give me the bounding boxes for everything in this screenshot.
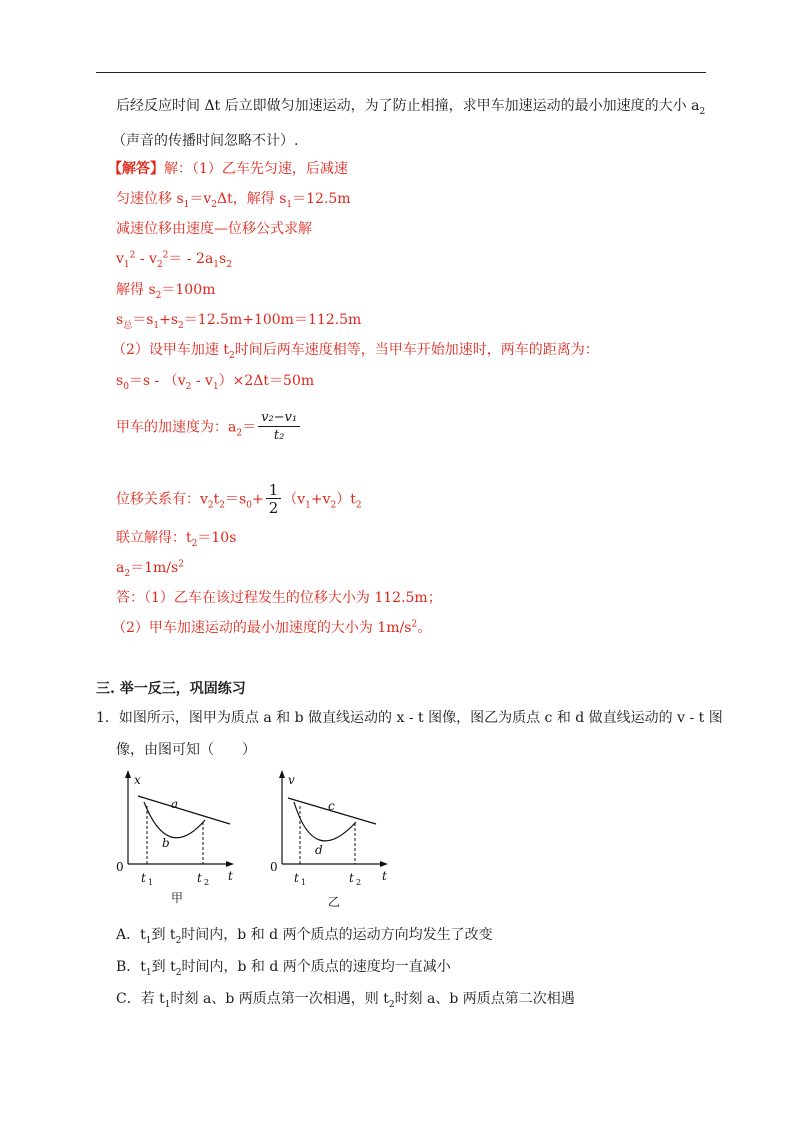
x-axis-arrow <box>380 861 388 867</box>
total-displacement: $s_总=s_1+s_2=12.5m+100m=112.5m$ <box>116 312 362 331</box>
x-axis-label: t <box>382 869 387 883</box>
t2-subscript: 2 <box>204 878 210 887</box>
a2-result: $a_2=1m/s^2$ <box>116 559 184 579</box>
problem-line-1: 后经反应时间 Δt 后立即做匀加速运动，为了防止相撞，求甲车加速运动的最小加速度的大小 $a_2$ <box>116 98 706 117</box>
y-axis-label: x <box>134 773 141 787</box>
x-axis-label: t <box>228 869 233 883</box>
solution-intro: 【解答】解：（1）乙车先匀速，后减速 <box>108 161 348 177</box>
question-1-line-1: 1．如图所示，图甲为质点 a 和 b 做直线运动的 x - t 图像，图乙为质点 c 和 d 做直线运动的 v - t 图 <box>96 710 723 726</box>
answer-2: （2）甲车加速运动的最小加速度的大小为 $1m/s^2$。 <box>112 619 432 636</box>
line-a-label: a <box>171 797 179 811</box>
s2-result: 解得 $s_2=100m$ <box>116 282 216 301</box>
option-b[interactable]: B．$t_1$到 $t_2$时间内，b 和 d 两个质点的速度均一直减小 <box>116 959 451 978</box>
curve-b-label: b <box>162 836 170 850</box>
origin-label: 0 <box>270 860 278 874</box>
part-2-intro: （2）设甲车加速 $t_2$时间后两车速度相等，当甲车开始加速时，两车的距离为： <box>112 342 599 361</box>
x-axis-arrow <box>226 861 234 867</box>
answer-1: 答：（1）乙车在该过程发生的位移大小为 112.5m； <box>116 590 442 606</box>
graph-jia <box>108 768 243 908</box>
t1-label: t <box>141 871 146 885</box>
displacement-relation: 位移关系有：$v_2t_2=s_0+$ $\frac{1}{2}$ $(v_1+v_2)t_2$ <box>116 481 362 517</box>
section-title: 三. 举一反三，巩固练习 <box>96 681 246 697</box>
uniform-displacement: 匀速位移 $s_1=v_2\Delta t$，解得 $s_1=12.5m$ <box>116 191 351 210</box>
y-axis-label: v <box>288 773 295 787</box>
problem-line-2: （声音的传播时间忽略不计）. <box>112 133 299 149</box>
t2-label: t <box>349 871 354 885</box>
t2-subscript: 2 <box>356 878 362 887</box>
solution-label: 【解答】 <box>108 161 164 177</box>
header-rule <box>96 72 706 73</box>
graph-caption: 甲 <box>171 891 184 905</box>
curve-d-label: d <box>315 843 323 857</box>
question-1-line-2: 像，由图可知（ ） <box>116 742 256 758</box>
t1-subscript: 1 <box>301 878 307 887</box>
acceleration-formula: 甲车的加速度为：$a_2=$ $\frac{\text{v₂−v₁}}{\text{t₂}}$ <box>116 410 302 445</box>
curve-d <box>294 802 356 841</box>
half-fraction: $\frac{1}{2}$ <box>266 482 282 517</box>
joint-solution: 联立解得：$t_2=10s$ <box>116 530 237 549</box>
option-c[interactable]: C．若 $t_1$时刻 a、b 两质点第一次相遇，则 $t_2$时刻 a、b 两质点第二次相遇 <box>116 991 575 1010</box>
t1-subscript: 1 <box>148 878 154 887</box>
graph-caption: 乙 <box>328 895 341 908</box>
line-a <box>138 796 230 824</box>
origin-label: 0 <box>116 860 124 874</box>
t1-label: t <box>294 871 299 885</box>
graph-yi <box>262 768 397 908</box>
deceleration-text: 减速位移由速度—位移公式求解 <box>116 221 312 237</box>
acceleration-fraction: $\frac{\text{v₂−v₁}}{\text{t₂}}$ <box>258 410 300 445</box>
velocity-equation: $v_1^2 - v_2^2= - 2a_1s_2$ <box>116 250 232 270</box>
option-a[interactable]: A．$t_1$到 $t_2$时间内，b 和 d 两个质点的运动方向均发生了改变 <box>116 927 493 946</box>
initial-distance: $s_0=s - (v_2 - v_1)\times 2\Delta t=50m$ <box>116 373 315 392</box>
line-c-label: c <box>328 799 335 813</box>
t2-label: t <box>197 871 202 885</box>
y-axis-arrow <box>279 770 285 778</box>
y-axis-arrow <box>125 770 131 778</box>
